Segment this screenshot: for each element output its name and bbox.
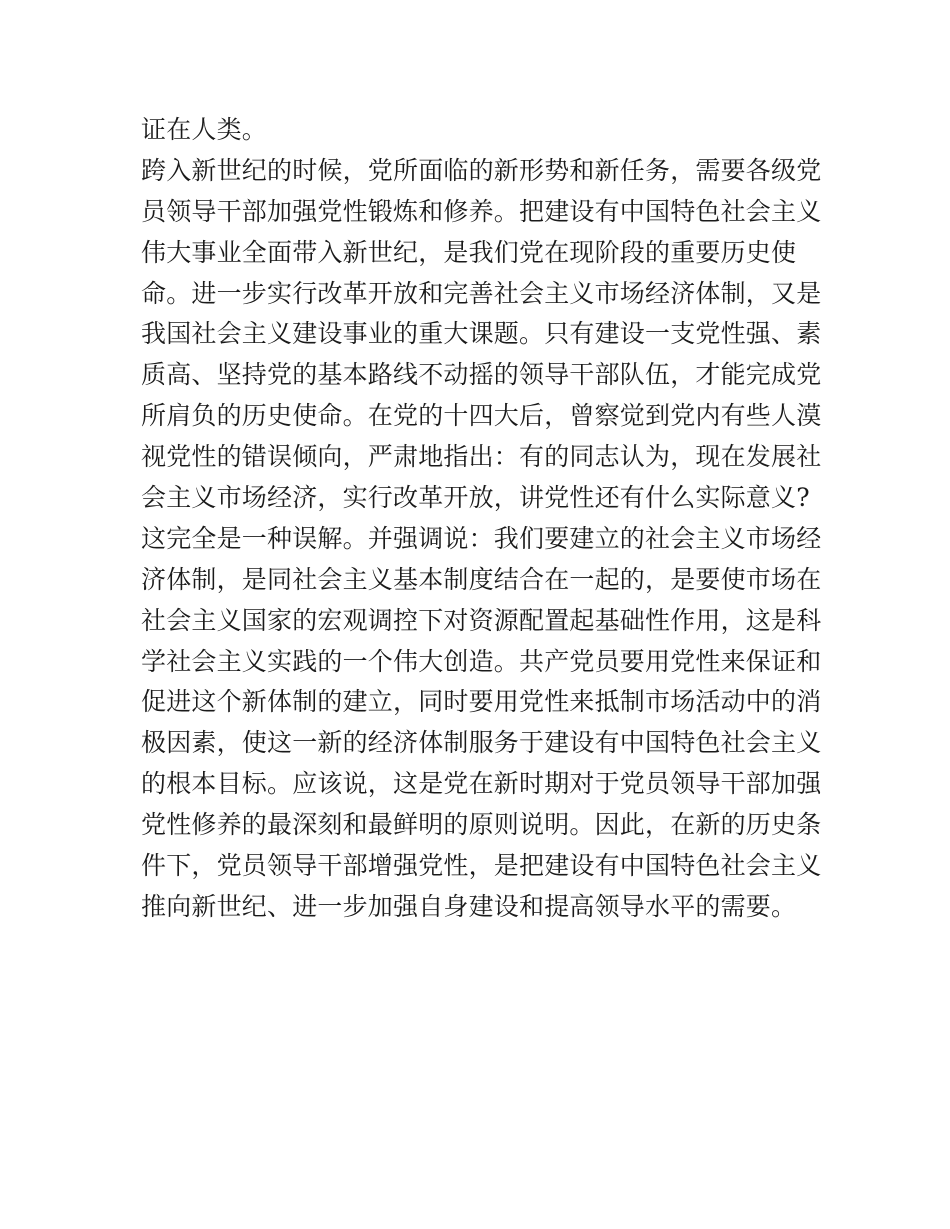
text-line: 所肩负的历史使命。在党的十四大后，曾察觉到党内有些人漠 <box>141 401 822 431</box>
text-line: 极因素，使这一新的经济体制服务于建设有中国特色社会主义 <box>141 728 822 758</box>
text-line: 学社会主义实践的一个伟大创造。共产党员要用党性来保证和 <box>141 646 822 676</box>
text-line: 的根本目标。应该说，这是党在新时期对于党员领导干部加强 <box>141 769 822 799</box>
text-line: 跨入新世纪的时候，党所面临的新形势和新任务，需要各级党 <box>141 155 822 185</box>
text-line: 伟大事业全面带入新世纪，是我们党在现阶段的重要历史使 <box>141 237 797 267</box>
body-text <box>141 110 821 928</box>
text-line: 质高、坚持党的基本路线不动摇的领导干部队伍，才能完成党 <box>141 360 822 390</box>
text-line: 我国社会主义建设事业的重大课题。只有建设一支党性强、素 <box>141 319 822 349</box>
text-line: 促进这个新体制的建立，同时要用党性来抵制市场活动中的消 <box>141 687 822 717</box>
text-line: 党性修养的最深刻和最鲜明的原则说明。因此，在新的历史条 <box>141 810 822 840</box>
text-line: 济体制，是同社会主义基本制度结合在一起的，是要使市场在 <box>141 564 822 594</box>
text-line: 这完全是一种误解。并强调说：我们要建立的社会主义市场经 <box>141 523 822 553</box>
text-line: 会主义市场经济，实行改革开放，讲党性还有什么实际意义? <box>141 483 810 513</box>
text-line: 命。进一步实行改革开放和完善社会主义市场经济体制，又是 <box>141 278 822 308</box>
text-line: 社会主义国家的宏观调控下对资源配置起基础性作用，这是科 <box>141 605 822 635</box>
text-line: 件下，党员领导干部增强党性，是把建设有中国特色社会主义 <box>141 851 822 881</box>
text-line: 视党性的错误倾向，严肃地指出：有的同志认为，现在发展社 <box>141 442 822 472</box>
text-line: 员领导干部加强党性锻炼和修养。把建设有中国特色社会主义 <box>141 196 822 226</box>
text-line: 证在人类。 <box>141 115 268 144</box>
text-line: 推向新世纪、进一步加强自身建设和提高领导水平的需要。 <box>141 891 797 921</box>
